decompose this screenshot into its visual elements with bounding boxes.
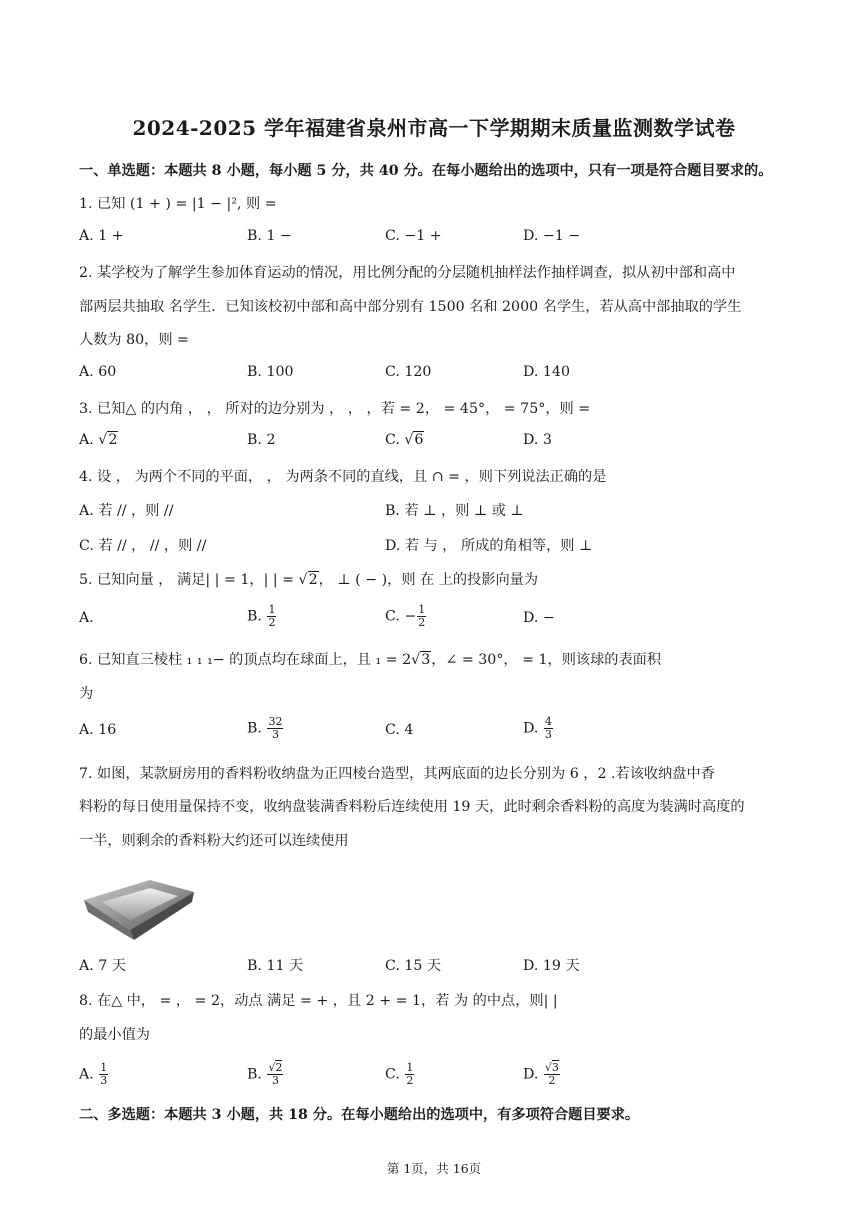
q5-option-b-label: B.	[247, 608, 267, 625]
fraction-denominator: 3	[271, 728, 279, 741]
q7-option-a: A. 7 天	[79, 958, 126, 974]
q3-option-d: D. 3	[523, 432, 552, 448]
question-3-stem: 3. 已知△ 的内角 ， ， 所对的边分别为 ， ， ，若 = 2， = 45°， = 75°，则 =	[79, 401, 591, 417]
q3-option-c-label: C.	[385, 432, 405, 448]
q8-option-c	[385, 1062, 415, 1087]
q6-option-b	[247, 716, 284, 741]
q6-option-b-label: B.	[247, 720, 267, 737]
question-8-stem-line-2: 的最小值为	[79, 1027, 150, 1043]
q6-option-d	[523, 716, 554, 741]
question-2-stem-line-3: 人数为 80，则 =	[79, 332, 189, 348]
q5-option-b	[247, 604, 277, 629]
q8-option-a-fraction	[99, 1062, 108, 1087]
section-single-choice-header: 一、单选题：本题共 8 小题，每小题 5 分，共 40 分。在每小题给出的选项中，只有一项是符合题目要求的。	[79, 163, 773, 179]
fraction-numerator: 32	[268, 715, 283, 728]
fraction-numerator: 1	[418, 603, 426, 616]
question-5-stem	[79, 569, 538, 589]
q7-option-c: C. 15 天	[385, 958, 442, 974]
q3-option-c-radicand: 6	[414, 432, 424, 448]
fraction-numerator: 1	[406, 1061, 414, 1074]
question-7-stem-line-3: 一半，则剩余的香料粉大约还可以连续使用	[79, 833, 349, 849]
q8-option-b-label: B.	[247, 1066, 267, 1083]
q5-option-c	[385, 604, 427, 629]
q5-option-b-fraction	[267, 604, 276, 629]
fraction-denominator: 2	[406, 1074, 414, 1087]
q8-option-d-label: D.	[523, 1066, 543, 1083]
question-8-stem-line-1: 8. 在△ 中， = ， = 2，动点 满足 = + ，且 2 + = 1，若 为 的中点，则| |	[79, 993, 558, 1009]
fraction-numerator: √2	[268, 1061, 283, 1074]
question-4-stem: 4. 设 ， 为两个不同的平面， ， 为两条不同的直线，且 ∩ = ，则下列说法正确的是	[79, 469, 607, 485]
q3-option-a-radicand: 2	[108, 432, 118, 448]
q2-option-b: B. 100	[247, 364, 294, 380]
fraction-denominator: 3	[100, 1074, 108, 1087]
q2-option-c: C. 120	[385, 364, 432, 380]
question-6-stem	[79, 649, 661, 669]
q2-option-a: A. 60	[79, 364, 117, 380]
q1-option-d: D. −1 −	[523, 228, 581, 244]
q8-option-d-fraction	[544, 1062, 560, 1087]
question-7-stem-line-1: 7. 如图，某款厨房用的香料粉收纳盘为正四棱台造型，其两底面的边长分别为 6 ，2 .若该收纳盘中香	[79, 766, 715, 782]
fraction-denominator: 3	[271, 1074, 279, 1087]
q1-option-a: A. 1 +	[79, 228, 124, 244]
q8-option-d	[523, 1062, 561, 1087]
question-2-stem-line-2: 部两层共抽取 名学生．已知该校初中部和高中部分别有 1500 名和 2000 名学生，若从高中部抽取的学生	[79, 299, 742, 315]
fraction-numerator: 4	[544, 715, 552, 728]
q5-stem-radicand: 2	[308, 572, 318, 588]
sqrt-symbol: √6	[404, 432, 424, 448]
q2-option-d: D. 140	[523, 364, 570, 380]
q8-option-c-label: C.	[385, 1066, 405, 1083]
sqrt-symbol: √3	[411, 652, 431, 668]
q4-option-d: D. 若 与 ， 所成的角相等，则 ⊥	[385, 538, 593, 554]
question-2-stem-line-1: 2. 某学校为了解学生参加体育运动的情况，用比例分配的分层随机抽样法作抽样调查，拟从初中部和高中	[79, 265, 736, 281]
q6-stem-radicand: 3	[421, 652, 431, 668]
q6-stem-part-2: ，∠ = 30°， = 1，则该球的表面积	[431, 652, 662, 668]
question-1-stem: 1. 已知 (1 + ) = |1 − |², 则 =	[79, 196, 277, 212]
question-7-stem-line-2: 料粉的每日使用量保持不变，收纳盘装满香料粉后连续使用 19 天，此时剩余香料粉的高度为装满时高度的	[79, 799, 745, 815]
q7-option-b: B. 11 天	[247, 958, 304, 974]
q6-option-a: A. 16	[79, 722, 117, 738]
q8-option-c-fraction	[405, 1062, 414, 1087]
q5-stem-part-1: 5. 已知向量 ， 满足| | = 1，| | =	[79, 572, 299, 588]
q4-option-c: C. 若 // ， // ，则 //	[79, 538, 207, 554]
q3-option-c	[385, 432, 424, 448]
q4-option-a: A. 若 // ，则 //	[79, 503, 174, 519]
fraction-numerator: 1	[100, 1061, 108, 1074]
q5-option-c-label: C. −	[385, 608, 417, 625]
exam-title: 2024-2025 学年福建省泉州市高一下学期期末质量监测数学试卷	[132, 116, 736, 140]
q5-option-d: D. −	[523, 610, 555, 626]
q1-option-b: B. 1 −	[247, 228, 292, 244]
q6-option-d-fraction	[544, 716, 553, 741]
q3-option-a	[79, 432, 118, 448]
q6-option-d-label: D.	[523, 720, 543, 737]
sqrt-symbol: √2	[298, 572, 318, 588]
q5-option-c-fraction	[417, 604, 426, 629]
q1-option-c: C. −1 +	[385, 228, 442, 244]
fraction-denominator: 2	[268, 616, 276, 629]
q5-option-a: A.	[79, 610, 94, 626]
fraction-numerator: 1	[268, 603, 276, 616]
fraction-denominator: 2	[548, 1074, 556, 1087]
q5-stem-part-2: ， ⊥ ( − )，则 在 上的投影向量为	[318, 572, 539, 588]
q8-option-a	[79, 1062, 109, 1087]
page-footer: 第 1页，共 16页	[386, 1161, 482, 1176]
q8-option-a-label: A.	[79, 1066, 99, 1083]
fraction-denominator: 3	[544, 728, 552, 741]
q3-option-a-label: A.	[79, 432, 99, 448]
sqrt-symbol: √2	[98, 432, 118, 448]
q4-option-b: B. 若 ⊥ ，则 ⊥ 或 ⊥	[385, 503, 524, 519]
fraction-radicand: 2	[275, 1061, 283, 1074]
spice-tray-image	[80, 862, 198, 944]
q6-stem-part-1: 6. 已知直三棱柱 ₁ ₁ ₁− 的顶点均在球面上，且 ₁ = 2	[79, 652, 412, 668]
fraction-radicand: 3	[551, 1061, 559, 1074]
q6-option-b-fraction	[267, 716, 283, 741]
q8-option-b-fraction	[267, 1062, 283, 1087]
fraction-denominator: 2	[418, 616, 426, 629]
q3-option-b: B. 2	[247, 432, 276, 448]
section-multiple-choice-header: 二、多选题：本题共 3 小题，共 18 分。在每小题给出的选项中，有多项符合题目要求。	[79, 1107, 640, 1123]
q8-option-b	[247, 1062, 284, 1087]
question-6-stem-line-2: 为	[79, 686, 94, 702]
fraction-numerator: √3	[544, 1061, 559, 1074]
q6-option-c: C. 4	[385, 722, 414, 738]
q7-option-d: D. 19 天	[523, 958, 580, 974]
